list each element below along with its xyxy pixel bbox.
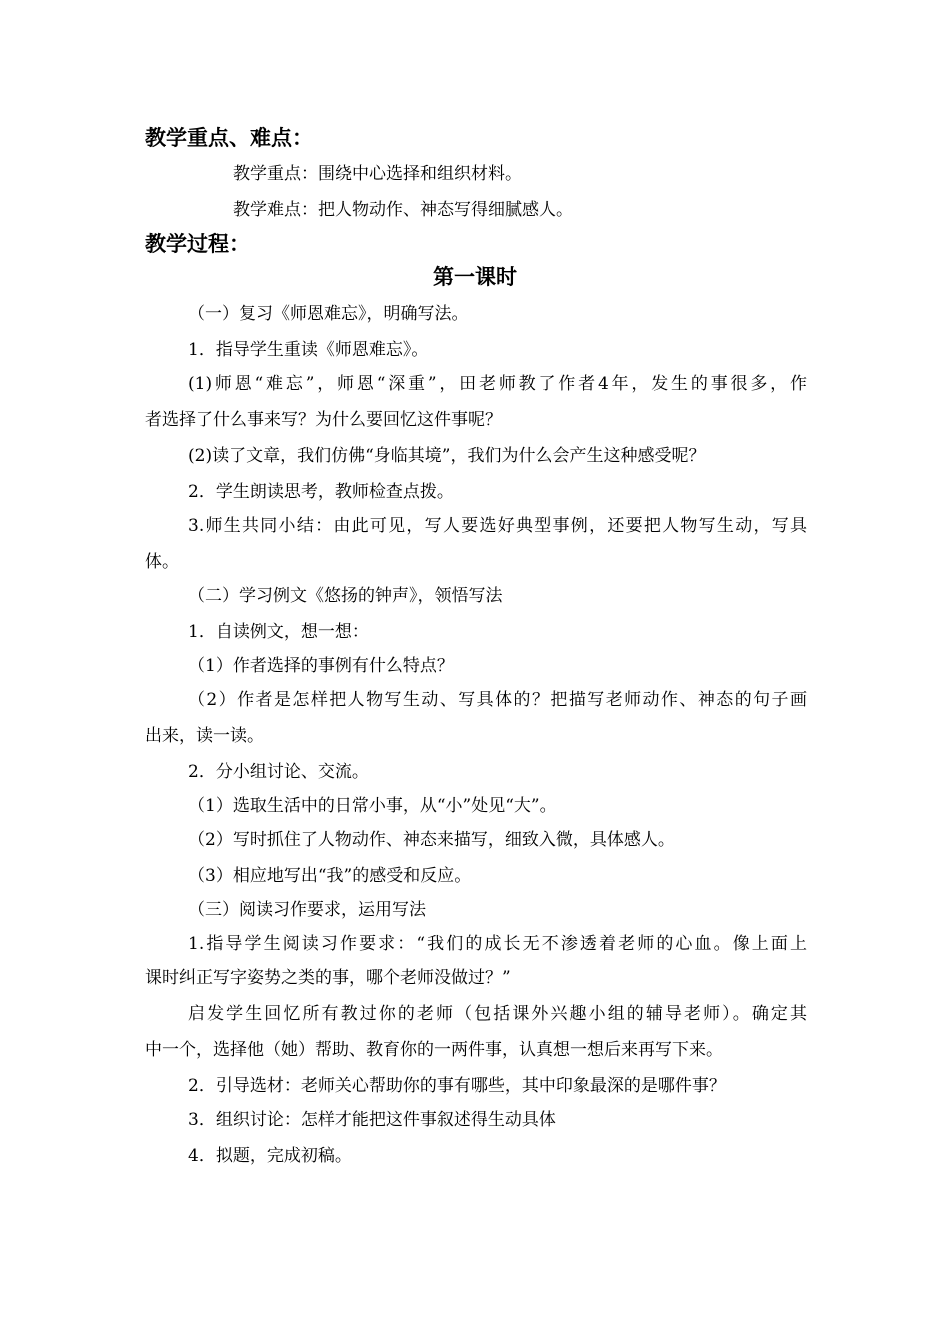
paragraph-line: 2．分小组讨论、交流。 (188, 762, 369, 782)
paragraph-line: 出来，读一读。 (145, 726, 264, 746)
paragraph-line: 1.指导学生阅读习作要求：“我们的成长无不渗透着老师的心血。像上面上 (188, 934, 807, 954)
paragraph-line: （二）学习例文《悠扬的钟声》，领悟写法 (188, 586, 503, 606)
paragraph-line: 4．拟题，完成初稿。 (188, 1146, 352, 1166)
paragraph-line: （三）阅读习作要求，运用写法 (188, 900, 426, 920)
paragraph-line: 2．引导选材：老师关心帮助你的事有哪些，其中印象最深的是哪件事？ (188, 1076, 726, 1096)
paragraph-line: 中一个，选择他（她）帮助、教育你的一两件事，认真想一想后来再写下来。 (145, 1040, 723, 1060)
difficulty-text: 教学难点：把人物动作、神态写得细腻感人。 (233, 200, 573, 220)
paragraph-line: 3.师生共同小结：由此可见，写人要选好典型事例，还要把人物写生动，写具 (188, 516, 807, 536)
heading-key-points: 教学重点、难点： (145, 126, 313, 150)
paragraph-line: （2）写时抓住了人物动作、神态来描写，细致入微，具体感人。 (188, 830, 675, 850)
paragraph-line: 课时纠正写字姿势之类的事，哪个老师没做过？” (145, 968, 511, 988)
paragraph-line: 启发学生回忆所有教过你的老师（包括课外兴趣小组的辅导老师）。确定其 (188, 1004, 807, 1024)
lesson-title: 第一课时 (433, 265, 517, 289)
key-point-text: 教学重点：围绕中心选择和组织材料。 (233, 164, 522, 184)
paragraph-line: 者选择了什么事来写？为什么要回忆这件事呢？ (145, 410, 502, 430)
paragraph-line: 1．指导学生重读《师恩难忘》。 (188, 340, 429, 360)
paragraph-line: （3）相应地写出“我”的感受和反应。 (188, 866, 472, 886)
paragraph-line: (1)师恩“难忘”，师恩“深重”，田老师教了作者4年，发生的事很多，作 (188, 374, 807, 394)
paragraph-line: （2）作者是怎样把人物写生动、写具体的？把描写老师动作、神态的句子画 (188, 690, 807, 710)
paragraph-line: （1）选取生活中的日常小事，从“小”处见“大”。 (188, 796, 557, 816)
paragraph-line: 1．自读例文，想一想： (188, 622, 369, 642)
heading-process: 教学过程： (145, 232, 250, 256)
paragraph-line: 体。 (145, 552, 179, 572)
paragraph-line: 2．学生朗读思考，教师检查点拨。 (188, 482, 454, 502)
paragraph-line: (2)读了文章，我们仿佛“身临其境”，我们为什么会产生这种感受呢？ (188, 446, 706, 466)
paragraph-line: （一）复习《师恩难忘》，明确写法。 (188, 304, 469, 324)
paragraph-line: 3．组织讨论：怎样才能把这件事叙述得生动具体 (188, 1110, 556, 1130)
paragraph-line: （1）作者选择的事例有什么特点？ (188, 656, 454, 676)
